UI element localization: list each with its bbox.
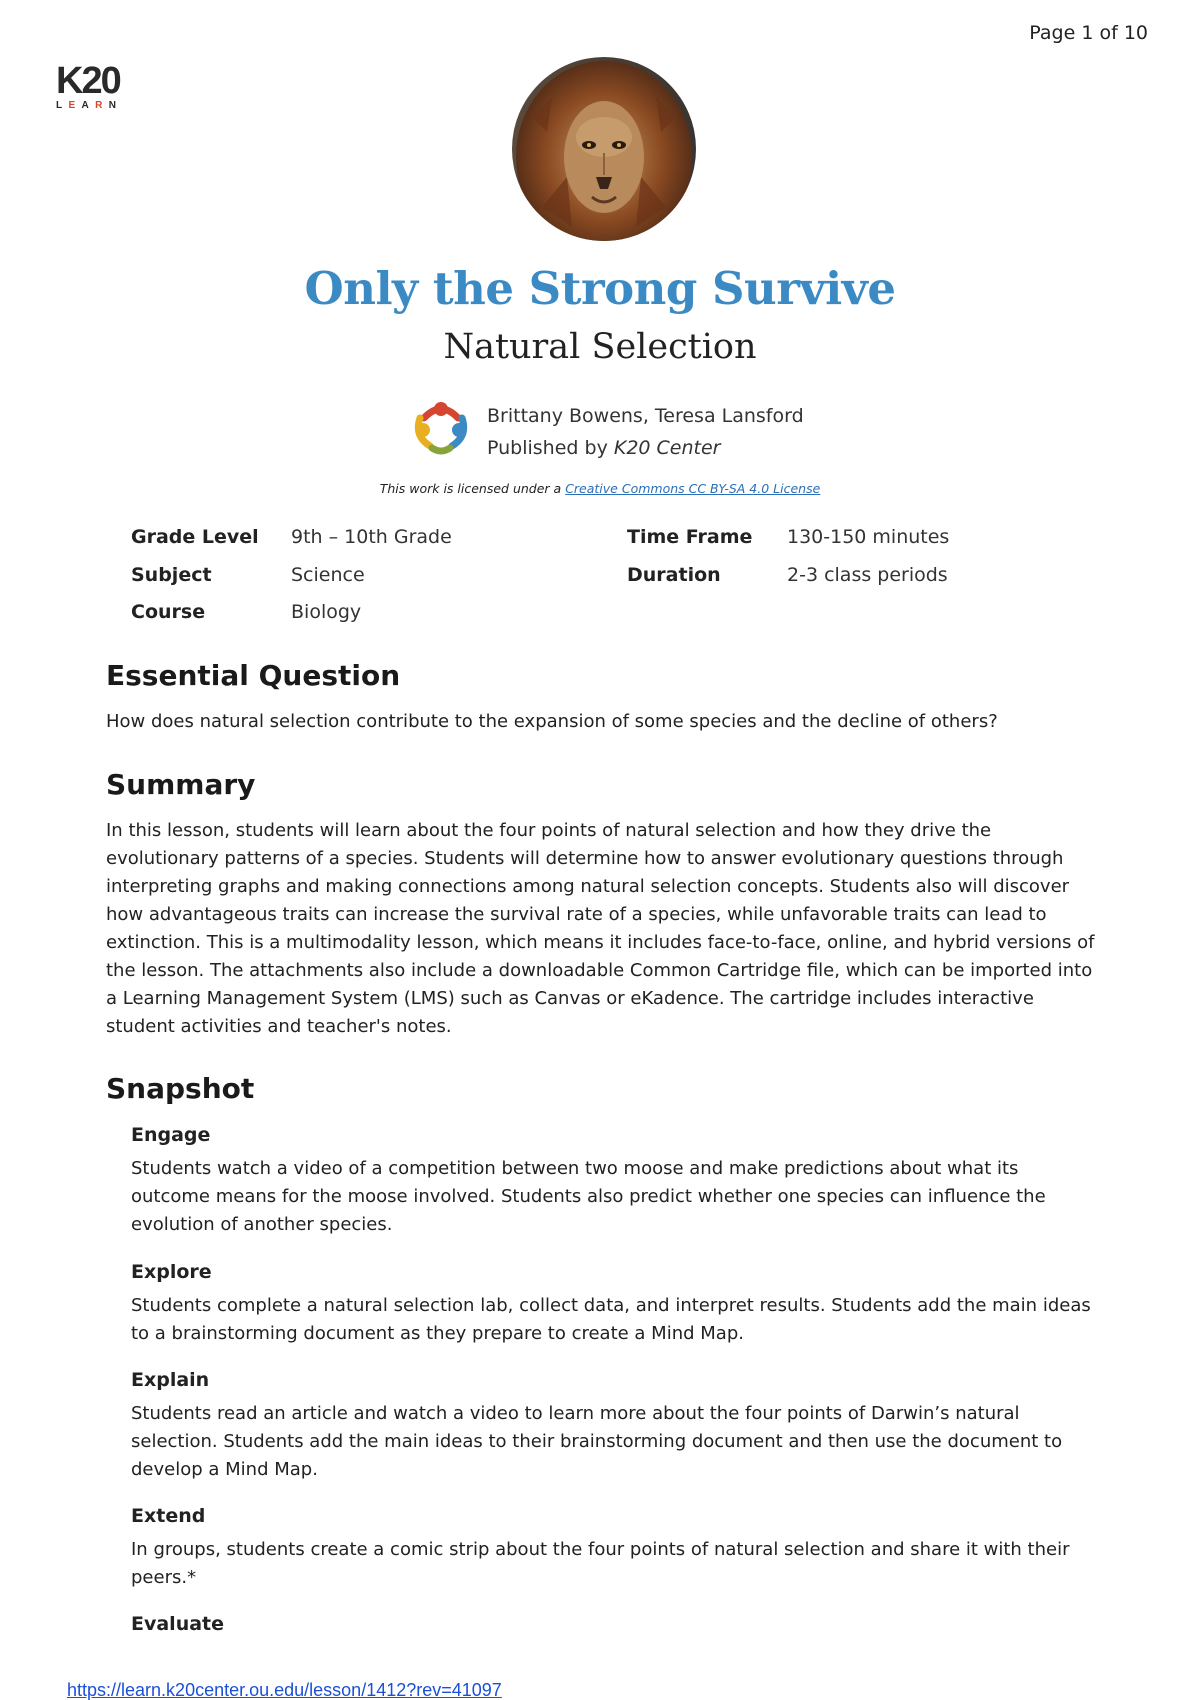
summary-heading: Summary: [106, 768, 256, 801]
essential-question-text: How does natural selection contribute to the expansion of some species and the decline of others?: [106, 711, 998, 732]
essential-question-heading: Essential Question: [106, 659, 401, 692]
snapshot-evaluate-label: Evaluate: [131, 1613, 225, 1635]
snapshot-explain-label: Explain: [131, 1369, 210, 1391]
time-frame-value: 130-150 minutes: [787, 526, 950, 548]
author-names: Brittany Bowens, Teresa Lansford: [487, 405, 804, 427]
lesson-subtitle: Natural Selection: [443, 327, 757, 367]
course-label: Course: [131, 601, 206, 623]
time-frame-label: Time Frame: [627, 526, 753, 548]
lesson-title: Only the Strong Survive: [304, 262, 896, 315]
license-line: This work is licensed under a Creative Commons CC BY-SA 4.0 License: [379, 481, 821, 496]
course-value: Biology: [291, 601, 362, 623]
license-link[interactable]: Creative Commons CC BY-SA 4.0 License: [565, 481, 821, 496]
snapshot-explore-label: Explore: [131, 1261, 212, 1283]
logo-main-text: K20: [56, 60, 120, 102]
snapshot-explain-text: Students read an article and watch a video to learn more about the four points of Darwin’s natural selection. Students add the main ideas to their brainstorming document and then use the document to develop a Mind Map.: [131, 1403, 1063, 1480]
author-block: [487, 400, 804, 464]
snapshot-extend-label: Extend: [131, 1505, 206, 1527]
grade-level-label: Grade Level: [131, 526, 259, 548]
subject-value: Science: [291, 564, 365, 586]
subject-label: Subject: [131, 564, 212, 586]
k20-logo: [56, 62, 124, 112]
snapshot-engage-text: Students watch a video of a competition between two moose and make predictions about what its outcome means for the moose involved. Students also predict whether one species can influence the evolution of another species.: [131, 1158, 1046, 1235]
duration-label: Duration: [627, 564, 721, 586]
grade-level-value: 9th – 10th Grade: [291, 526, 452, 548]
publisher-line: Published by K20 Center: [487, 437, 721, 459]
publisher-name: K20 Center: [613, 437, 721, 459]
summary-text: In this lesson, students will learn about the four points of natural selection and how they drive the evolutionary patterns of a species. Students will determine how to answer evolutionary questions through interpreting graphs and making connections among natural selection concepts. Students also will discover how advantageous traits can increase the survival rate of a species, while unfavorable traits can lead to extinction. This is a multimodality lesson, which means it includes face-to-face, online, and hybrid versions of the lesson. The attachments also include a downloadable Common Cartridge file, which can be imported into a Learning Management System (LMS) such as Canvas or eKadence. The cartridge includes interactive student activities and teacher's notes.: [106, 820, 1095, 1037]
snapshot-engage-label: Engage: [131, 1124, 211, 1146]
snapshot-extend-text: In groups, students create a comic strip about the four points of natural selection and share it with their peers.*: [131, 1539, 1070, 1588]
snapshot-heading: Snapshot: [106, 1072, 255, 1105]
logo-learn-letters: L E A R N: [56, 100, 118, 111]
lion-hero-image: [512, 57, 696, 241]
snapshot-explore-text: Students complete a natural selection lab, collect data, and interpret results. Students add the main ideas to a brainstorming document as they prepare to create a Mind Map.: [131, 1295, 1091, 1344]
lesson-url-link[interactable]: https://learn.k20center.ou.edu/lesson/1412?rev=41097: [67, 1680, 502, 1700]
k20-people-icon: [410, 396, 472, 458]
duration-value: 2-3 class periods: [787, 564, 948, 586]
page-indicator: Page 1 of 10: [1029, 22, 1148, 44]
